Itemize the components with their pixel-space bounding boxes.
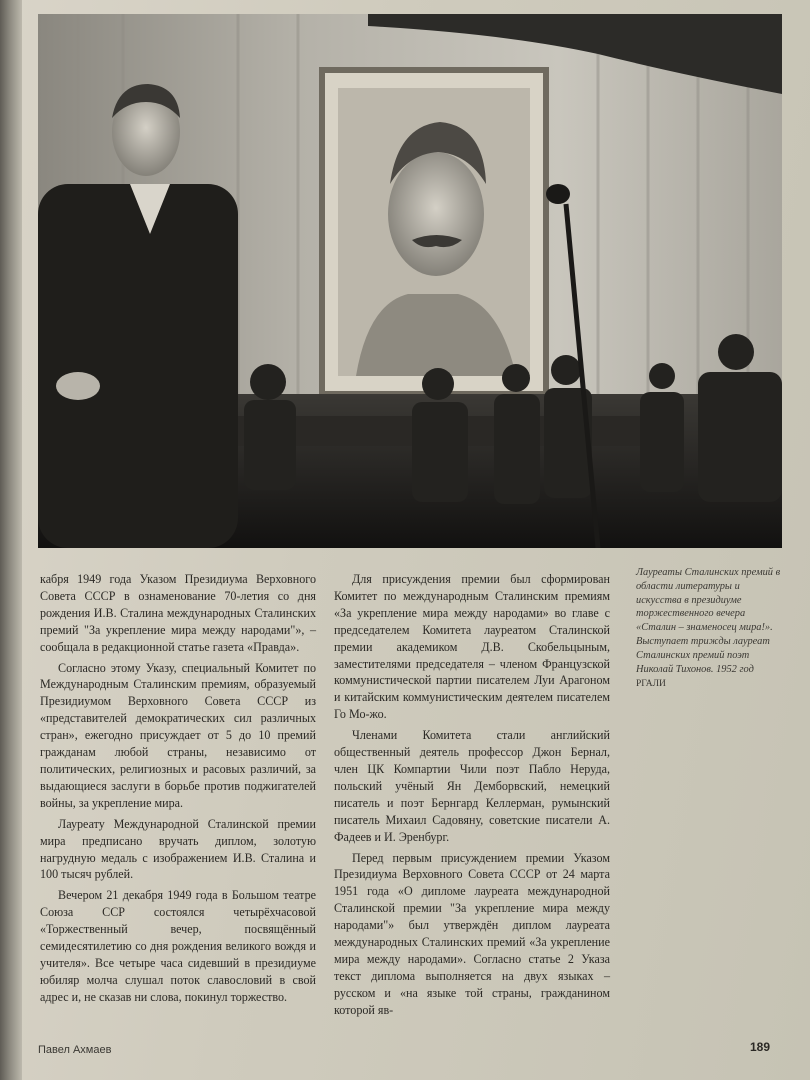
photo-illustration <box>38 14 782 548</box>
paragraph: Вечером 21 декабря 1949 года в Большом театре Союза ССР состоялся четырёхчасовой «Торжественный вечер, посвящённый семидесятилетию со дня рождения великого вождя и учителя». Все четыре часа сидевший в президиуме юбиляр молча слушал поток славословий в свой адрес и, не сказав ни слова, покинул торжество. <box>40 888 316 1004</box>
caption-text: Лауреаты Сталинских премий в области литературы и искусства в президиуме торжественного вечера «Сталин – знаменосец мира!». Выступает трижды лауреат Сталинских премий поэт Николай Тихонов. 1952 год <box>636 567 781 675</box>
paragraph: Членами Комитета стали английский общественный деятель профессор Джон Бернал, член ЦК Компартии Чили поэт Пабло Неруда, польский учёный Ян Демборвский, немецкий писатель и поэт Бернгард Келлерман, румынский писатель Михаил Садовяну, советские писатели А. Фадеев и И. Эренбург. <box>334 728 610 844</box>
paragraph: Для присуждения премии был сформирован Комитет по международным Сталинским премиям «За укрепление мира между народами» во главе с председателем Комитета лауреатом Сталинской премии академиком Д.В. Скобельцыным, заместителями председателя – членом Французской коммунистической партии писателем Луи Арагоном и китайским коммунистическим деятелем писателем Го Мо-жо. <box>334 572 610 722</box>
paragraph: Перед первым присуждением премии Указом Президиума Верховного Совета СССР от 24 марта 1951 года «О дипломе лауреата международной Сталинской премии "За укрепление мира между народами"» был утверждён диплом лауреата международных Сталинских премий «За укрепление мира между народами». Согласно статье 2 Указа текст диплома выполняется на двух языках – русском и «на языке той страны, гражданином которой яв- <box>334 850 610 1017</box>
paragraph: Согласно этому Указу, специальный Комитет по Международным Сталинским премиям, образуемый Президиумом Верховного Совета СССР из «представителей демократических сил различных стран», ежегодно присуждает от 5 до 10 премий гражданам любой страны, независимо от политических, религиозных и расовых различий, за выдающиеся заслуги в борьбе против поджигателей войны, за укрепление мира. <box>40 660 316 810</box>
photo-caption <box>636 566 784 692</box>
paragraph: кабря 1949 года Указом Президиума Верховного Совета СССР в ознаменование 70-летия со дня рождения И.В. Сталина международных Сталинских премий "За укрепление мира между народами"», – сообщала в редакционной статье газета «Правда». <box>40 572 316 654</box>
text-column-middle <box>334 571 610 1019</box>
text-column-left <box>40 571 316 1006</box>
page-binding-edge <box>0 0 22 1080</box>
paragraph: Лауреату Международной Сталинской премии мира предписано вручать диплом, золотую нагрудную медаль с изображением И.В. Сталина и 100 тысяч рублей. <box>40 816 316 882</box>
caption-source: РГАЛИ <box>636 679 666 690</box>
page-number: 189 <box>750 1040 771 1054</box>
footer-author: Павел Ахмаев <box>38 1044 112 1056</box>
archival-photograph <box>38 14 782 548</box>
